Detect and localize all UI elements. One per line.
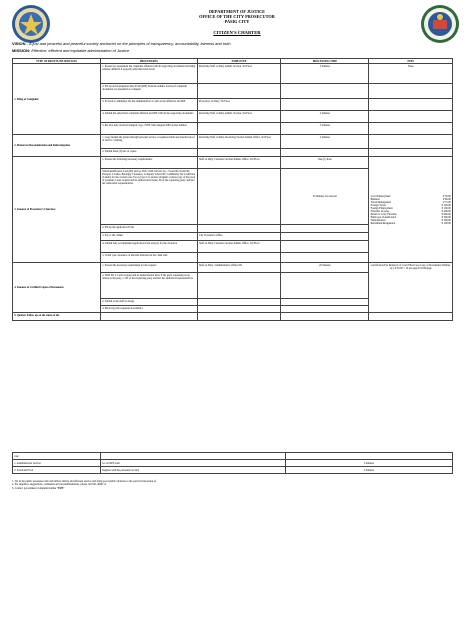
section-cell: 1. Administrative Section: [13, 460, 101, 467]
time-cell: 5 minutes: [285, 460, 452, 467]
table-row: [13, 467, 453, 474]
employee-cell: [197, 225, 281, 233]
procedure-cell: 1. Present the necessary requirement for the request:: [101, 263, 198, 273]
employee-cell: Prosecutor on Duty, 7th Floor: [197, 99, 281, 111]
service-filing: 1. Filing of Complaint: [13, 64, 101, 135]
col-header-processing-time: PROCESSING TIME: [281, 59, 369, 64]
department-title: DEPARTMENT OF JUSTICE: [208, 9, 266, 14]
time-cell: [281, 273, 369, 299]
procedure-cell: Go on NPS form: [101, 460, 286, 467]
employee-cell: [197, 273, 281, 299]
employee-cell: [197, 149, 281, 157]
service-motion: 2. Motion for Reconsideration and Reinvestigation: [13, 135, 101, 157]
procedure-cell: 2. Submit three (3) sets of copies: [101, 149, 198, 157]
employee-cell: Receiving Staff on Duty, Receiving Section Admin. Office, 3rd Floor: [197, 135, 281, 149]
mission-label: MISSION:: [12, 48, 31, 53]
fee-line: Employee Classification P 300.00: [370, 215, 451, 219]
table-row: [13, 157, 453, 169]
time-cell: [281, 233, 369, 241]
table-row: [13, 460, 453, 467]
procedure-cell: 4. Submit duly accomplished application form and pay for the clearance: [101, 241, 198, 253]
note-line: 1. We in the public assistance unit will deliver timely and efficient service and bring good public relations to the service/transaction of: [12, 480, 157, 483]
table-row: [13, 313, 453, 321]
procedure-cell: 3. Pay to the cashier: [101, 233, 198, 241]
fee-cell: [369, 111, 453, 123]
procedure-cell: Register with the personnel on duty: [101, 467, 286, 474]
procedure-cell: 3. Photocopy the requested document/s: [101, 306, 198, 313]
fee-cell: [369, 313, 453, 321]
mission-text: Effective, efficient and equitable administration of Justice: [31, 48, 130, 53]
fee-line: Permit to Carry Firearms P 600.00: [370, 212, 451, 216]
fee-cell: [369, 84, 453, 99]
fee-line: Business P 80.00: [370, 197, 451, 201]
fee-line: Local Employment P 50.00: [370, 194, 451, 198]
employee-cell: [197, 306, 281, 313]
employee-cell: [197, 253, 281, 263]
mission-line: [12, 48, 129, 53]
note-line: 3. Contact government complaint hotline "8888": [12, 486, 65, 490]
fee-line: Foreign Travel P 100.00: [370, 203, 451, 207]
col-header-service: TYPE OF FRONTLINE SERVICES: [13, 59, 101, 64]
col-header-procedures: PROCEDURES: [101, 59, 198, 64]
office-title: OFFICE OF THE CITY PROSECUTOR: [199, 14, 275, 19]
procedure-cell: 1. Present for assessment the complaint affidavit with all supporting documents including witness/ affidavit if properly subscribed and sworn: [101, 64, 198, 84]
employee-cell: [197, 123, 281, 135]
procedure-cell: 2. Fill up the application Form: [101, 225, 198, 233]
table-row: [13, 135, 453, 149]
time-cell: 5 minutes: [281, 135, 369, 149]
time-cell: 30 minutes for renewal: [281, 169, 369, 225]
fee-cell: [369, 149, 453, 157]
fee-line: Travel/Immigration P 75.00: [370, 200, 451, 204]
service-certified-copies: 4. Issuance of Certified Copies of Documents: [13, 263, 101, 313]
vision-line: VISION - A just and peaceful and peaceful society anchored on the principles of transparency, accountability, fairness and truth: [12, 41, 231, 46]
table-row: [13, 263, 453, 273]
time-cell: [281, 84, 369, 99]
procedure-cell: 1. Copy furnish the parties through personal service or registered mail and attached proof of service / mailing: [101, 135, 198, 149]
procedure-cell: 1. Present the following necessary requirements:: [101, 157, 198, 169]
fee-line: Foreign Employment P 100.00: [370, 206, 451, 210]
vision-label: VISION: [12, 41, 26, 46]
employee-cell: Staff on Duty, Clearance Section Admin. Office, 3rd Floor: [197, 157, 281, 169]
vision-text: A just and peaceful and peaceful society anchored on the principles of transparency, accountability, fairness and truth: [29, 41, 231, 46]
service-clearance: 3. Issuance of Prosecutor's Clearance: [13, 157, 101, 263]
city-title: PASIG CITY: [224, 19, 250, 24]
procedure-cell: 3. Proceed to administer the the administration of oath on the affidavits and IDF: [101, 99, 198, 111]
employee-cell: City Treasurer's Office: [197, 233, 281, 241]
fee-line: Firearms' License P 400.00: [370, 209, 451, 213]
fee-cell: [369, 135, 453, 149]
subtable-label: case: [13, 453, 101, 460]
table-row: [13, 64, 453, 84]
time-cell: 20 minutes: [281, 263, 369, 273]
service-queries: 5. Queries/ Follow up on the status of the: [13, 313, 101, 321]
time-cell: 5 minutes: [281, 64, 369, 84]
fee-cell: [369, 123, 453, 135]
table-row: [13, 453, 453, 460]
time-cell: [281, 299, 369, 306]
time-cell: [281, 99, 369, 111]
employee-cell: [197, 313, 281, 321]
procedure-cell: a. Valid ID; b. Letter request and its Authorization letter if the party requesting is not related to the party; c. ID of the requesting party and his/ her authorized representatives: [101, 273, 198, 299]
employee-cell: [197, 299, 281, 306]
time-cell: [281, 225, 369, 233]
col-header-fees: FEES: [369, 59, 453, 64]
clearance-fee-list: [369, 157, 453, 263]
fee-line: Naturalization P 300.00: [370, 218, 451, 222]
certified-fee-cell: Certification Fee Retrieval of Court Filed Case Copy of Documents Subfiles, etc.) P 50.00 + 10 per page P 10.00/page: [369, 263, 453, 313]
queries-subtable: [12, 452, 453, 474]
employee-cell: Receiving Staff on Duty Admin. Section, 3rd Floor: [197, 64, 281, 84]
note-line: 2. For inquiries, suggestions, comments and recommendations, please call 641-4090; or: [12, 483, 107, 487]
time-cell: [281, 306, 369, 313]
time-cell: 5 minutes: [281, 123, 369, 135]
procedure-cell: [101, 313, 198, 321]
employee-cell: Receiving Staff on Duty Admin. Section, 3rd Floor: [197, 111, 281, 123]
time-cell: [281, 253, 369, 263]
time-cell: 5 minutes: [285, 467, 452, 474]
fee-cell: None: [369, 64, 453, 84]
time-cell: One (1) hour: [281, 157, 369, 169]
charter-title: CITIZEN'S CHARTER: [213, 30, 261, 35]
procedure-cell: 2. Submit to the staff in charge: [101, 299, 198, 306]
time-cell: [281, 241, 369, 253]
procedure-cell: Valid Identification Card (ID) such as SSS, GSIS, Drivers Lic., Voters ID, Postal ID, Passport, License, Barangay Clearance, Company School ID; Community Tax Certificate (Cedula) for the current year; Two (2) pcs 1x1 picture; Original or photocopy of the proof of payment; Letter request and its authorization letter; ID of the requesting party and his / her authorized representatives: [101, 169, 198, 225]
citizens-charter-table: [12, 58, 453, 321]
employee-cell: [197, 84, 281, 99]
employee-cell: Staff on Duty, Clearance Section Admin. Office, 3rd Floor: [197, 241, 281, 253]
time-cell: [281, 149, 369, 157]
section-cell: 2. Secretarial Pool: [13, 467, 101, 474]
employee-cell: [197, 169, 281, 225]
procedure-cell: 2. Fill up an Investigation Data Form (IDF) from the Admin. Section if complaint documents are presented as complete: [101, 84, 198, 99]
fee-cell: [369, 99, 453, 111]
footer-notes: [12, 480, 392, 490]
employee-cell: Staff on Duty / Administrative Officer III: [197, 263, 281, 273]
col-header-employee: EMPLOYEE: [197, 59, 281, 64]
fee-line: Retirement/Resignation P 100.00: [370, 221, 451, 225]
procedure-cell: 4. Submit the subscribed complaint affidavit and IDF with all the supporting documents: [101, 111, 198, 123]
procedure-cell: 5. Claim your clearance on the time indicated in the claim stub: [101, 253, 198, 263]
procedure-cell: 5. Receive duly received stamped copy of IDF with assigned NPS docket number: [101, 123, 198, 135]
time-cell: 5 minutes: [281, 111, 369, 123]
time-cell: [281, 313, 369, 321]
